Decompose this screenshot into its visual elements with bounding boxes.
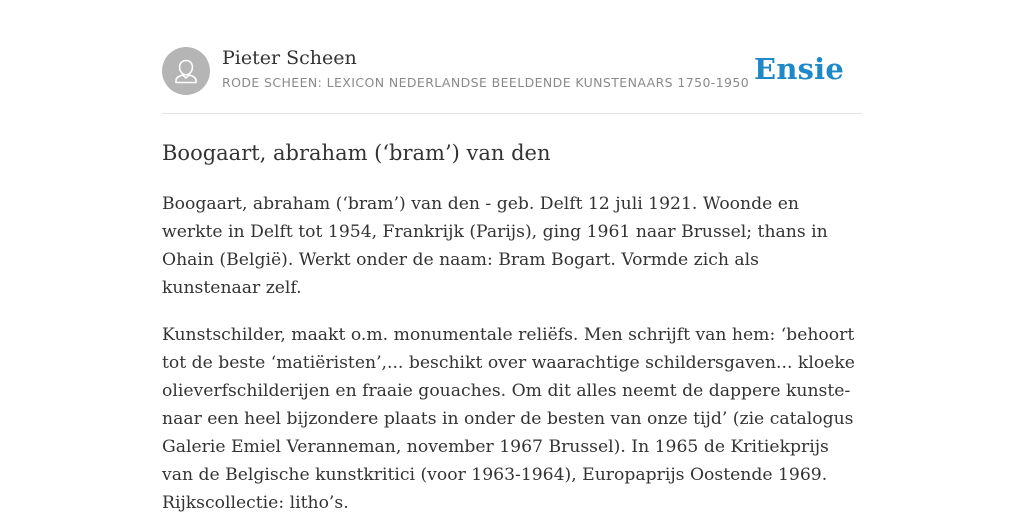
author-name[interactable]: Pieter Scheen (222, 47, 357, 69)
source-title[interactable]: RODE SCHEEN: LEXICON NEDERLANDSE BEELDENDE KUNSTENAARS 1750-1950 (222, 75, 750, 90)
ensie-logo[interactable]: Ensie (754, 52, 844, 86)
entry-paragraph: Kunstschilder, maakt o.m. monumentale reliëfs. Men schrijft van hem: ‘behoort tot de beste ‘matiëristen’,... beschikt over waarachtige schildersgaven... kloeke olieverfschilderijen en fraaie gouaches. Om dit alles neemt de dappere kunste-naar een heel bijzondere plaats in onder de besten van onze tijd’ (zie catalogus Galerie Emiel Veranneman, november 1967 Brussel). In 1965 de Kritiekprijs van de Belgische kunstkritici (voor 1963-1964), Europaprijs Oostende 1969. Rijkscollectie: litho’s. (162, 325, 855, 512)
entry-body (162, 190, 862, 512)
entry-paragraph: Boogaart, abraham (‘bram’) van den - geb. Delft 12 juli 1921. Woonde en werkte in Delft tot 1954, Frankrijk (Parijs), ging 1961 naar Brussel; thans in Ohain (België). Werkt onder de naam: Bram Bogart. Vormde zich als kunstenaar zelf. (162, 194, 828, 298)
header (162, 46, 862, 96)
header-divider (162, 113, 862, 114)
author-avatar[interactable] (162, 47, 210, 95)
entry-title: Boogaart, abraham (‘bram’) van den (162, 141, 551, 165)
user-silhouette-icon (162, 47, 210, 95)
